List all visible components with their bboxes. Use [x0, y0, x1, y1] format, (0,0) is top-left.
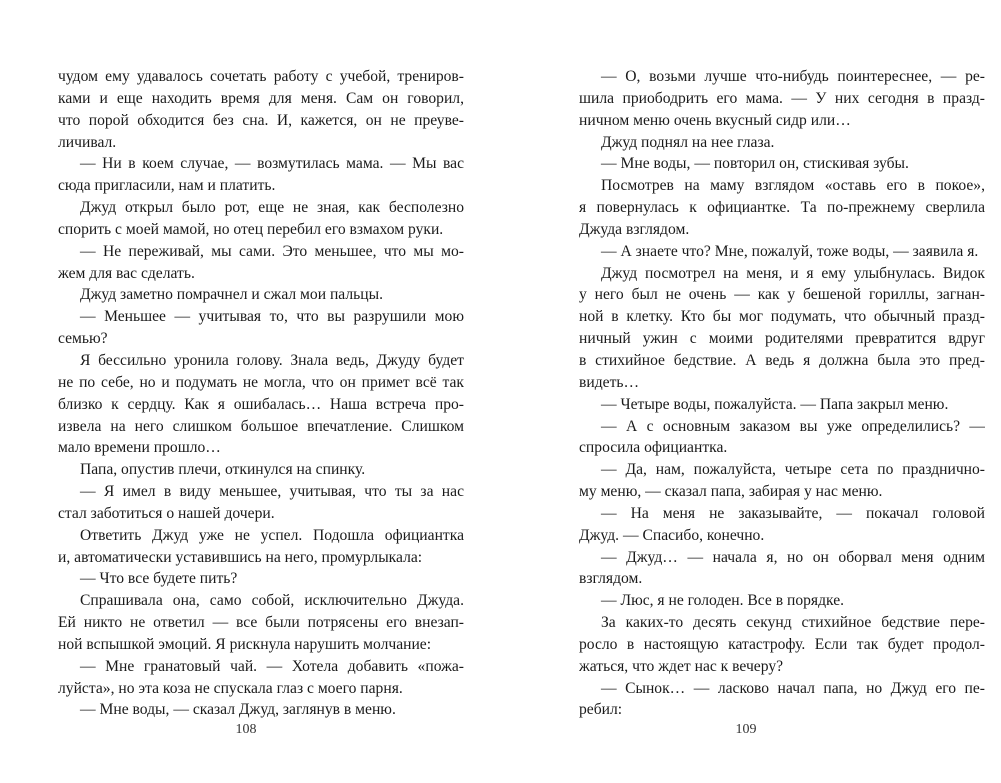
text-line: — Мне гранатовый чай. — Хотела добавить «пожа-: [80, 657, 464, 675]
text-line: взглядом.: [579, 570, 643, 588]
text-line: Ответить Джуд уже не успел. Подошла официантка: [80, 526, 464, 544]
text-line: я повернулась к официантке. Та по-прежнему сверлила: [579, 199, 985, 217]
text-line: видеть…: [579, 373, 640, 391]
left-page-text: [58, 66, 464, 721]
text-line: близко к сердцу. Как я ошибалась… Наша встреча про-: [58, 395, 464, 413]
text-line: извела на него слишком большое впечатление. Слишком: [58, 417, 464, 435]
text-line: — Мне воды, — повторил он, стискивая зубы.: [601, 155, 909, 173]
text-line: жаться, что ждет нас к вечеру?: [579, 657, 784, 675]
text-line: — Мне воды, — сказал Джуд, заглянув в меню.: [80, 701, 396, 719]
right-page-number: 109: [735, 722, 757, 737]
text-line: Я бессильно уронила голову. Знала ведь, Джуду будет: [80, 351, 464, 369]
text-line: семью?: [58, 330, 108, 348]
text-line: в стихийное бедствие. А ведь я должна была это пред-: [579, 351, 985, 369]
text-line: ной в клетку. Кто бы мог подумать, что обычный празд-: [579, 308, 985, 326]
text-line: Джуд посмотрел на меня, и я ему улыбнулась. Видок: [601, 264, 985, 282]
text-line: — Не переживай, мы сами. Это меньшее, что мы мо-: [80, 242, 464, 260]
text-line: — Люс, я не голоден. Все в порядке.: [601, 592, 845, 610]
text-line: — Да, нам, пожалуйста, четыре сета по празднично-: [601, 461, 985, 479]
text-line: — А с основным заказом вы уже определились? —: [601, 417, 985, 435]
text-line: — Сынок… — ласково начал папа, но Джуд его пе-: [601, 679, 985, 697]
text-line: личивал.: [58, 133, 117, 151]
text-line: — Четыре воды, пожалуйста. — Папа закрыл меню.: [601, 395, 949, 413]
text-line: ной вспышкой эмоций. Я рискнула нарушить молчание:: [58, 635, 432, 653]
text-line: ребил:: [579, 701, 623, 719]
text-line: мало времени прошло…: [58, 439, 221, 457]
text-line: жем для вас сделать.: [58, 264, 195, 282]
text-line: спросила официантка.: [579, 439, 728, 457]
text-line: Джуд. — Спасибо, конечно.: [579, 526, 765, 544]
text-line: му меню, — сказал папа, забирая у нас меню.: [579, 483, 883, 501]
text-line: Ей никто не ответил — все были потрясены его внезап-: [58, 614, 464, 632]
text-line: чудом ему удавалось сочетать работу с учебой, трениров-: [58, 68, 464, 85]
text-line: спорить с моей мамой, но отец перебил его взмахом руки.: [58, 220, 444, 238]
text-line: что порой обходится без сна. И, кажется, он не преуве-: [58, 111, 464, 129]
text-line: Джуда взглядом.: [579, 220, 690, 238]
text-line: Папа, опустив плечи, откинулся на спинку.: [80, 461, 366, 479]
text-line: Спрашивала она, само собой, исключительно Джуда.: [80, 592, 464, 610]
left-page-number: 108: [235, 722, 257, 737]
text-line: шила приободрить его мама. — У них сегодня в празд-: [579, 89, 985, 107]
text-line: Джуд поднял на нее глаза.: [601, 133, 775, 151]
text-line: луйста», но эта коза не спускала глаз с моего парня.: [58, 679, 403, 697]
text-line: — Меньшее — учитывая то, что вы разрушили мою: [80, 308, 464, 326]
text-line: — Что все будете пить?: [80, 570, 238, 588]
right-page-text: [579, 66, 985, 721]
left-page: [0, 0, 500, 783]
text-line: — Я имел в виду меньшее, учитывая, что ты за нас: [80, 483, 464, 501]
text-line: — А знаете что? Мне, пожалуй, тоже воды, — заявила я.: [601, 242, 979, 260]
text-line: ничный ужин с моими родителями превратится вдруг: [579, 330, 985, 348]
text-line: Посмотрев на маму взглядом «оставь его в покое»,: [601, 177, 985, 195]
text-line: — На меня не заказывайте, — покачал головой: [601, 504, 985, 522]
text-line: сюда пригласили, нам и платить.: [58, 177, 276, 195]
text-line: — Ни в коем случае, — возмутилась мама. — Мы вас: [80, 155, 464, 173]
right-page: [501, 0, 1001, 783]
text-line: — Джуд… — начала я, но он оборвал меня одним: [601, 548, 985, 566]
text-line: не по себе, но и подумать не могла, что он примет всё так: [58, 373, 464, 391]
text-line: стал заботиться о нашей дочери.: [58, 504, 275, 522]
text-line: Джуд открыл было рот, еще не зная, как бесполезно: [80, 199, 464, 217]
text-line: росло в настоящую катастрофу. Если так будет продол-: [579, 635, 985, 653]
text-line: ничном меню очень вкусный сидр или…: [579, 111, 851, 129]
text-line: За каких-то десять секунд стихийное бедствие пере-: [601, 614, 985, 632]
text-line: у него был не очень — как у бешеной гориллы, загнан-: [579, 286, 985, 304]
text-line: — О, возьми лучше что-нибудь поинтереснее, — ре-: [601, 68, 985, 85]
text-line: и, автоматически уставившись на него, промурлыкала:: [58, 548, 423, 566]
text-line: Джуд заметно помрачнел и сжал мои пальцы.: [80, 286, 383, 304]
text-line: ками и еще находить время для меня. Сам он говорил,: [58, 89, 464, 107]
